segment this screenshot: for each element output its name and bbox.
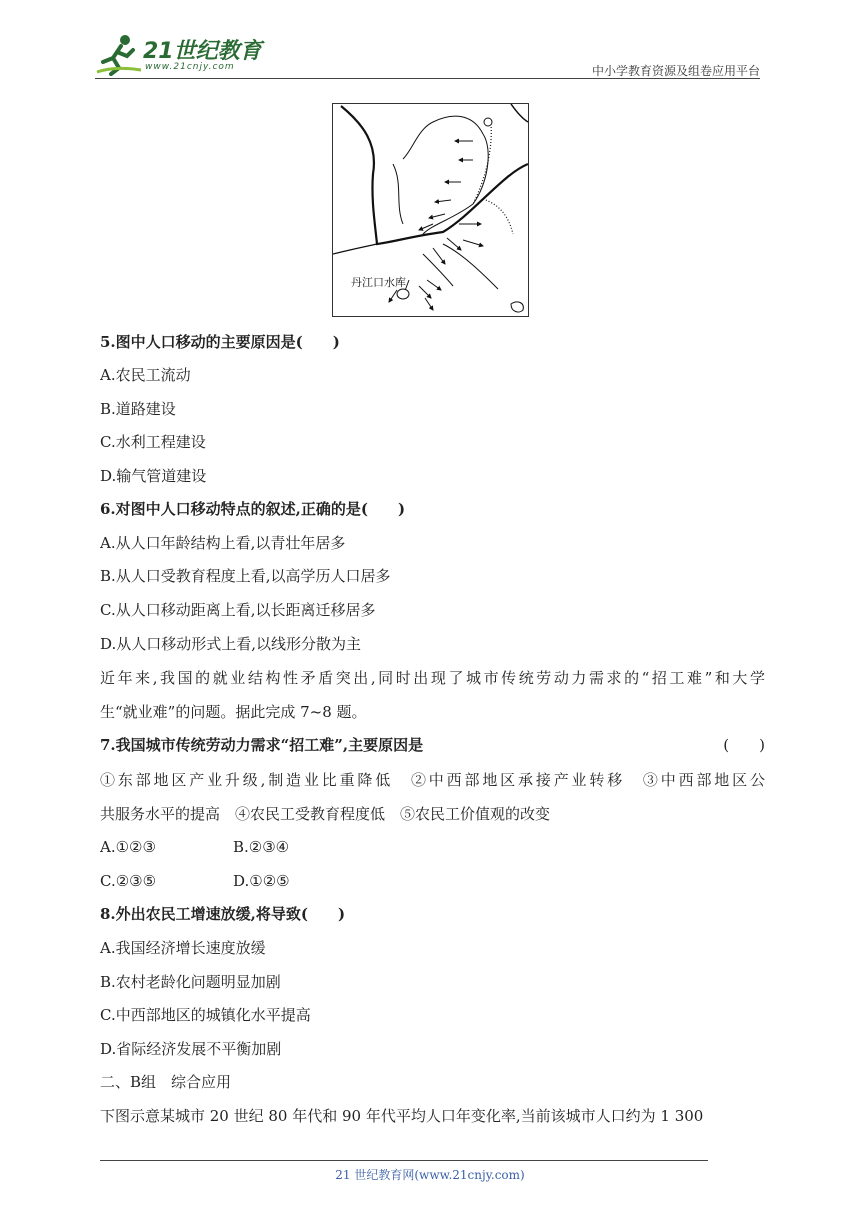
header-divider	[95, 78, 760, 79]
footer-divider	[100, 1160, 708, 1161]
q8-option-a: A.我国经济增长速度放缓	[100, 939, 266, 957]
q7-answer-bracket: ( )	[723, 736, 765, 754]
logo-sub-text: www.21cnjy.com	[145, 62, 235, 72]
q6-option-b: B.从人口受教育程度上看,以高学历人口居多	[100, 567, 391, 585]
q6-option-d: D.从人口移动形式上看,以线形分散为主	[100, 635, 362, 653]
footer-text: 21 世纪教育网(www.21cnjy.com)	[335, 1168, 525, 1182]
q5-option-d: D.输气管道建设	[100, 467, 207, 485]
q7-option-a: A.①②③	[100, 838, 156, 856]
q6-stem: 6.对图中人口移动特点的叙述,正确的是( )	[100, 500, 406, 518]
intro-b-text: 下图示意某城市 20 世纪 80 年代和 90 年代平均人口年变化率,当前该城市人口约为 1 300	[100, 1107, 704, 1125]
platform-name: 中小学教育资源及组卷应用平台	[591, 64, 760, 78]
intro-7-8-line1: 近年来,我国的就业结构性矛盾突出,同时出现了城市传统劳动力需求的“招工难”和大学	[100, 669, 765, 687]
q7-items-line1: ①东部地区产业升级,制造业比重降低 ②中西部地区承接产业转移 ③中西部地区公	[100, 771, 765, 789]
q8-option-c: C.中西部地区的城镇化水平提高	[100, 1006, 311, 1024]
q6-option-c: C.从人口移动距离上看,以长距离迁移居多	[100, 601, 376, 619]
intro-7-8-line2: 生“就业难”的问题。据此完成 7~8 题。	[100, 703, 367, 721]
migration-map	[332, 103, 529, 317]
q5-option-a: A.农民工流动	[100, 366, 191, 384]
q5-option-b: B.道路建设	[100, 400, 176, 418]
q6-option-a: A.从人口年龄结构上看,以青壮年居多	[100, 534, 346, 552]
site-logo	[95, 32, 295, 78]
reservoir-label: 丹江口水库	[351, 276, 406, 289]
q8-stem: 8.外出农民工增速放缓,将导致( )	[100, 905, 346, 923]
runner-icon	[95, 32, 143, 76]
q7-items-line2: 共服务水平的提高 ④农民工受教育程度低 ⑤农民工价值观的改变	[100, 805, 551, 823]
map-drawing	[333, 104, 528, 316]
q5-stem: 5.图中人口移动的主要原因是( )	[100, 333, 340, 351]
q7-option-d: D.①②⑤	[233, 872, 290, 890]
section-b-heading: 二、B组 综合应用	[100, 1073, 232, 1091]
q8-option-b: B.农村老龄化问题明显加剧	[100, 973, 281, 991]
q7-option-c: C.②③⑤	[100, 872, 157, 890]
q7-option-b: B.②③④	[233, 838, 290, 856]
page-header	[95, 32, 760, 80]
q8-option-d: D.省际经济发展不平衡加剧	[100, 1040, 282, 1058]
q7-stem: 7.我国城市传统劳动力需求“招工难”,主要原因是 ( )	[100, 733, 765, 757]
logo-main-text: 21世纪教育	[143, 39, 262, 64]
q5-option-c: C.水利工程建设	[100, 433, 206, 451]
